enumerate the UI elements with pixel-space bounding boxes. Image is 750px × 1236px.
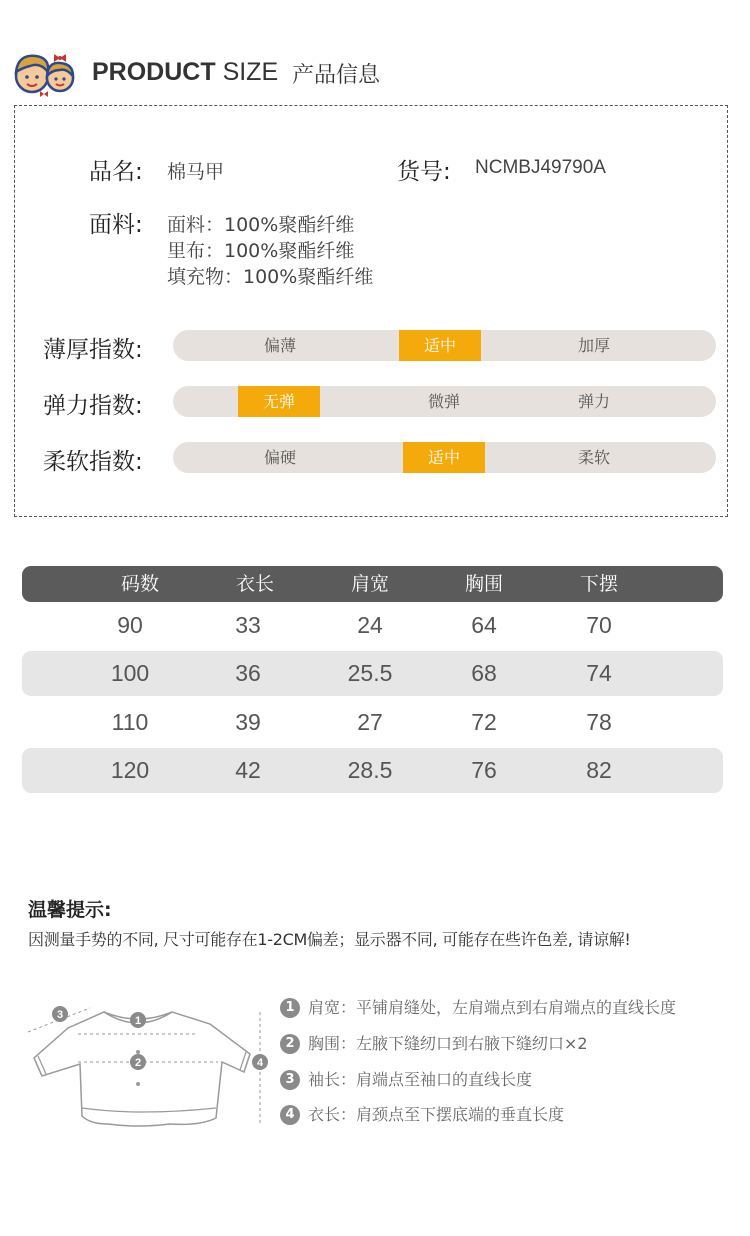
scale-option-active: 适中: [399, 330, 481, 361]
svg-text:4: 4: [256, 1057, 264, 1069]
cell: 28.5: [347, 757, 393, 783]
cell: 74: [586, 660, 612, 686]
fabric-label: 面料:: [89, 212, 143, 238]
marker-2-icon: [130, 1054, 146, 1070]
cell: 72: [471, 709, 497, 735]
cell: 64: [471, 612, 497, 638]
svg-text:2: 2: [134, 1057, 142, 1069]
cell: 110: [111, 709, 149, 735]
legend-text: 衣长：肩颈点至下摆底端的垂直长度: [308, 1105, 565, 1124]
fabric-line: 里布：100%聚酯纤维: [167, 240, 355, 262]
cell: 27: [357, 709, 383, 735]
scale-option-active: 适中: [403, 442, 485, 473]
elasticity-scale-label: 弹力指数:: [43, 393, 143, 419]
legend-number-icon: 1: [280, 998, 300, 1018]
cell: 42: [235, 757, 261, 783]
svg-text:1: 1: [134, 1015, 142, 1027]
marker-3-icon: [52, 1006, 68, 1022]
garment-measure-diagram: [20, 990, 280, 1140]
marker-4-icon: [252, 1054, 268, 1070]
cell: 68: [471, 660, 497, 686]
cell: 82: [586, 757, 612, 783]
col-chest: 胸围: [464, 573, 503, 595]
fabric-line: 面料：100%聚酯纤维: [167, 214, 355, 236]
name-label: 品名:: [89, 159, 143, 185]
legend-text: 胸围：左腋下缝纫口到右腋下缝纫口×2: [308, 1034, 588, 1053]
cell: 25.5: [347, 660, 393, 686]
table-row: [22, 748, 723, 793]
item-no-value: NCMBJ49790A: [475, 157, 606, 178]
title-light: SIZE: [222, 58, 279, 86]
softness-scale: [173, 442, 716, 473]
elasticity-scale: [173, 386, 716, 417]
scale-option-active: 无弹: [238, 386, 320, 417]
cell: 70: [586, 612, 612, 638]
table-row: [22, 651, 723, 696]
thickness-scale: [173, 330, 716, 361]
title-bold: PRODUCT: [92, 58, 216, 86]
legend-text: 袖长：肩端点至袖口的直线长度: [308, 1070, 533, 1089]
kids-logo-icon: [10, 46, 78, 102]
cell: 78: [586, 709, 612, 735]
legend-text: 肩宽：平铺肩缝处，左肩端点到右肩端点的直线长度: [308, 998, 677, 1017]
tips-title: 温馨提示:: [28, 899, 112, 921]
scale-option: 偏薄: [263, 336, 296, 355]
title-cn: 产品信息: [292, 63, 381, 88]
item-no-label: 货号:: [397, 159, 451, 185]
size-table-header: [22, 566, 723, 602]
scale-option: 弹力: [577, 392, 610, 411]
scale-option: 微弹: [427, 392, 460, 411]
cell: 100: [110, 660, 150, 686]
cell: 36: [235, 660, 261, 686]
cell: 90: [117, 612, 143, 638]
table-row: [22, 603, 723, 648]
scale-option: 偏硬: [263, 448, 296, 467]
cell: 76: [471, 757, 497, 783]
cell: 24: [357, 612, 383, 638]
scale-option: 柔软: [577, 448, 610, 467]
legend-number-icon: 2: [280, 1034, 300, 1054]
table-row: [22, 700, 723, 745]
tips-text: 因测量手势的不同, 尺寸可能存在1-2CM偏差；显示器不同, 可能存在些许色差, 请谅解!: [28, 930, 631, 949]
product-info-box: [14, 105, 728, 517]
svg-text:3: 3: [56, 1009, 64, 1021]
col-hem: 下摆: [579, 573, 618, 595]
legend-number-icon: 3: [280, 1070, 300, 1090]
page-title: [92, 58, 278, 87]
softness-scale-label: 柔软指数:: [43, 449, 143, 475]
cell: 120: [110, 757, 150, 783]
col-length: 衣长: [235, 573, 274, 595]
thickness-scale-label: 薄厚指数:: [43, 337, 143, 363]
cell: 33: [235, 612, 261, 638]
name-value: 棉马甲: [167, 161, 225, 183]
scale-option: 加厚: [577, 336, 610, 355]
col-shoulder: 肩宽: [350, 573, 389, 595]
cell: 39: [235, 709, 261, 735]
col-size: 码数: [120, 573, 159, 595]
marker-1-icon: [130, 1012, 146, 1028]
fabric-line: 填充物：100%聚酯纤维: [167, 266, 374, 288]
legend-number-icon: 4: [280, 1105, 300, 1125]
